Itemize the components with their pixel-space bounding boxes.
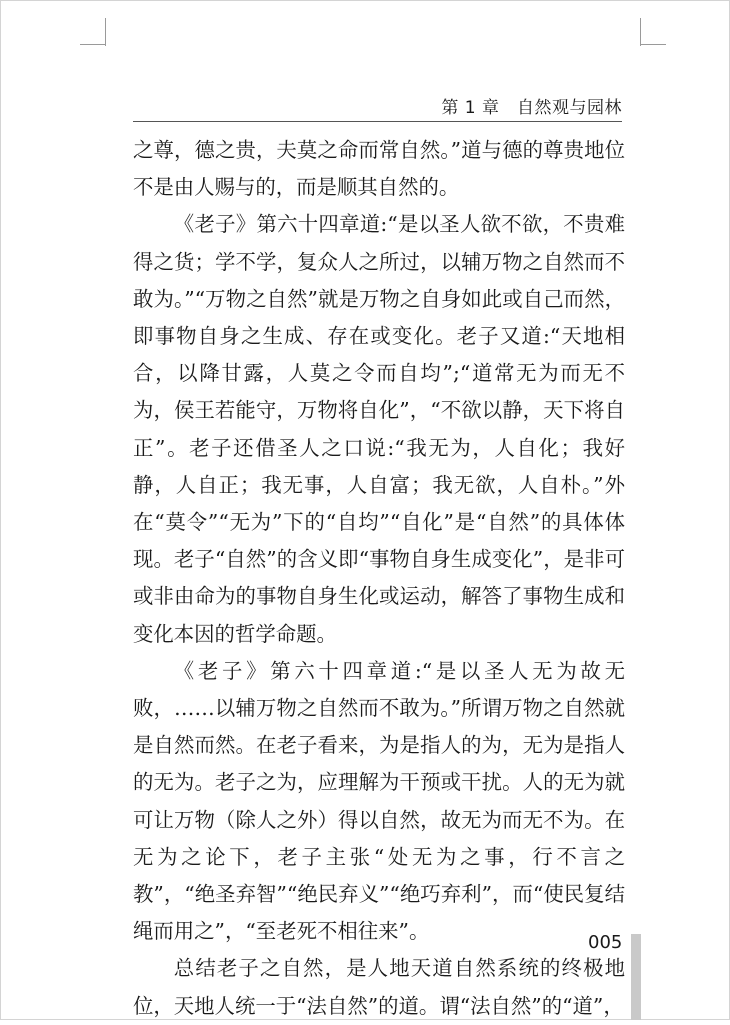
crop-mark-top-left-h [80,44,106,45]
crop-mark-top-right-h [640,44,666,45]
crop-mark-top-right [640,18,641,46]
paragraph-1: 之尊，德之贵，夫莫之命而常自然。”道与德的尊贵地位不是由人赐与的，而是顺其自然的。 [133,138,625,200]
thumb-tab-bar [631,934,641,1020]
paragraph-2: 《老子》第六十四章道:“是以圣人欲不欲，不贵难得之货；学不学，复众人之所过，以辅万物之自然而不敢为。”“万物之自然”就是万物之自身如此或自己而然，即事物自身之生成、存在或变化。老子又道:“天地相合，以降甘露，人莫之令而自均”;“道常无为而无不为，侯王若能守，万物将自化”，“不欲以静，天下将自正”。老子还借圣人之口说:“我无为，人自化；我好静，人自正；我无事，人自富；我无欲，人自朴。”外在“莫令”“无为”下的“自均”“自化”是“自然”的具体体现。老子“自然”的含义即“事物自身生成变化”，是非可或非由命为的事物自身生化或运动，解答了事物生成和变化本因的哲学命题。 [133,212,625,646]
page-number: 005 [588,932,623,953]
body-text [133,132,625,1025]
crop-mark-top-left [105,18,106,46]
paragraph-3: 《老子》第六十四章道:“是以圣人无为故无败，……以辅万物之自然而不敢为。”所谓万物之自然就是自然而然。在老子看来，为是指人的为，无为是指人的无为。老子之为，应理解为干预或干扰。人的无为就可让万物（除人之外）得以自然，故无为而无不为。在无为之论下，老子主张“处无为之事，行不言之教”，“绝圣弃智”“绝民弃义”“绝巧弃利”，而“使民复结绳而用之”，“至老死不相往来”。 [133,658,625,944]
header-rule [133,121,622,122]
paragraph-4: 总结老子之自然，是人地天道自然系统的终极地位，天地人统一于“法自然”的道。谓“法自然”的“道”， [133,956,625,1018]
chapter-header-title: 第 1 章 自然观与园林 [441,98,622,118]
